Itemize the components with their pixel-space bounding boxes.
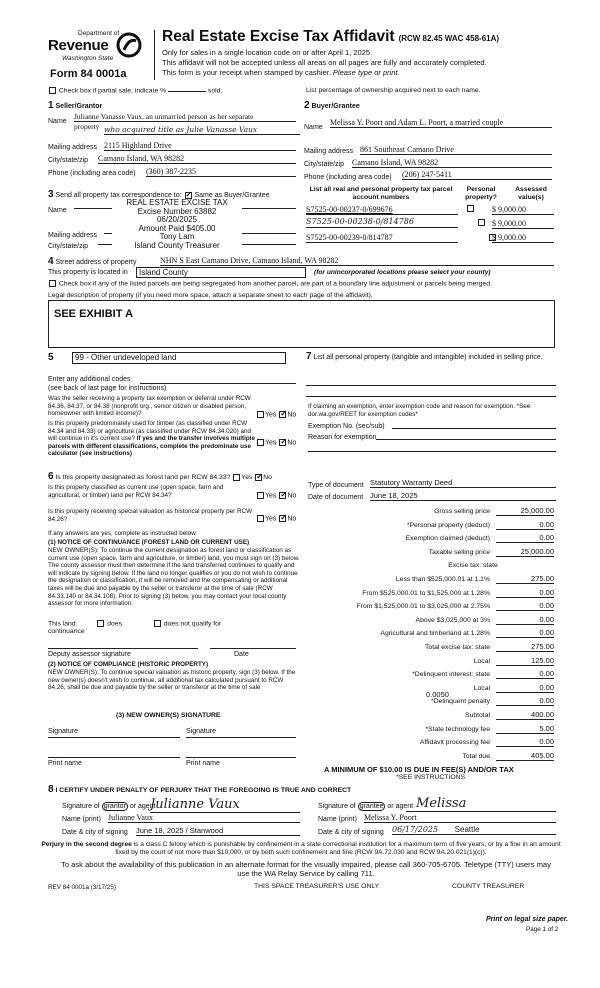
grantor-date-field[interactable]: June 18, 2025 / Stanwood [136, 826, 300, 836]
tax-row-label: *Delinquent interest: state [412, 671, 490, 679]
form-number: Form 84 0001a [50, 68, 127, 80]
sig-of-label: Signature of [318, 803, 356, 810]
tax-row-label: Less than $525,000.01 at 1.1% [395, 576, 490, 583]
timber-question-text: Is this property predominately used for timber (as classified under RCW 84.34 and 84.33) or agriculture (as classified under RCW 84.34.020) and will continue in it's current use? [48, 420, 252, 443]
reason-field[interactable] [308, 451, 556, 452]
personal-property-checkbox[interactable] [467, 205, 474, 212]
section8-heading [48, 784, 351, 795]
buyer-name-label: Name [304, 124, 323, 131]
tax-row-label: Exemption claimed (deduct) [405, 535, 490, 543]
buyer-city-label: City/state/zip [304, 161, 345, 168]
grantor-signature-field[interactable]: Julianne Vaux [150, 797, 300, 813]
perjury-notice [36, 841, 566, 857]
buyer-mailing-field[interactable]: 861 Southeast Camano Drive [360, 145, 552, 155]
county-treasurer-label: COUNTY TREASURER [452, 883, 525, 890]
tax-row-label: Gross selling price [434, 508, 490, 515]
see-instructions: *SEE INSTRUCTIONS [396, 774, 466, 781]
tax-row-value[interactable]: 25,000.00 [496, 506, 554, 516]
buyer-phone-label: Phone (including area code) [304, 174, 392, 181]
section6-num: 6 [48, 471, 54, 482]
parcel-number[interactable]: S7525-00-00239-0/814787 [306, 233, 458, 243]
timber-question [48, 420, 258, 458]
tax-row-label: Above $3,025,000 at 3% [415, 616, 490, 624]
tax-row-value[interactable]: 25,000.00 [496, 547, 554, 557]
no-label: No [287, 492, 297, 500]
dept-logo [48, 30, 148, 68]
grantee-date-field[interactable] [392, 825, 556, 835]
grantee-circled: grantee [359, 803, 384, 810]
tax-row-value[interactable]: 125.00 [496, 656, 554, 666]
does-label: does [107, 620, 122, 628]
header-divider [154, 30, 155, 80]
deputy-date-field[interactable] [210, 648, 296, 649]
tax-row-value[interactable]: 0.00 [496, 520, 554, 530]
assessed-col-header: Assessed value(s) [515, 186, 547, 201]
signature-label: Signature [48, 728, 78, 735]
stamp-line: Island County Treasurer [134, 240, 220, 250]
legal-paper-note: Print on legal size paper. [486, 916, 569, 923]
continuance-label: continuance [48, 628, 85, 635]
no-label: No [287, 411, 297, 419]
tax-row-value[interactable]: 405.00 [496, 751, 554, 761]
same-as-buyer-label: Same as Buyer/Grantee [194, 192, 270, 199]
grantee-name-field[interactable]: Melissa Y. Poort [364, 813, 556, 823]
form-title: Real Estate Excise Tax Affidavit [162, 28, 395, 45]
deputy-signature-field[interactable] [48, 648, 198, 649]
tax-row-label: Taxable selling price [428, 548, 490, 556]
sig-of-label: Signature of [62, 803, 100, 810]
does-not-label: does not qualify for [163, 620, 222, 628]
new-owner-sig-title: (3) NEW OWNER(S) SIGNATURE [116, 712, 221, 719]
no-label: No [263, 474, 272, 481]
additional-codes-note: (see back of last page for instructions) [48, 385, 167, 392]
exemption-no-field[interactable] [392, 428, 556, 429]
stamp-line: Amount Paid $405.00 [138, 223, 216, 233]
tax-row-label: *Personal property (deduct) [406, 521, 490, 529]
treasurer-use-label: THIS SPACE TREASURER'S USE ONLY [254, 883, 380, 890]
doc-type-field[interactable]: Statutory Warranty Deed [370, 478, 556, 488]
grantee-signature-field[interactable]: Melissa [406, 796, 556, 812]
section3-num: 3 [48, 189, 54, 200]
additional-codes-label: Enter any additional codes [48, 376, 131, 383]
tax-row-value[interactable]: 0.00 [496, 615, 554, 625]
seller-num: 1 [48, 100, 54, 111]
partial-sale-sold: sold. [207, 87, 223, 95]
tax-row-value[interactable]: 0.00 [496, 533, 554, 543]
print-name-label: Print name [48, 760, 82, 767]
forest-question-row [48, 471, 272, 482]
header-note-1: Only for sales in a single location code on or after April 1, 2025. [162, 48, 373, 57]
grantor-name-label: Name (print) [62, 816, 101, 823]
historic-question: Is this property receiving special valuation as historical property per RCW 84.26? [48, 508, 253, 523]
form-title-ref: (RCW 82.45 WAC 458-61A) [398, 34, 500, 43]
buyer-phone-field[interactable]: (206) 247-5411 [402, 170, 552, 180]
dept-state: Washington State [62, 55, 114, 62]
buyer-title: Buyer/Grantee [311, 103, 360, 110]
reason-label: Reason for exemption [308, 434, 377, 441]
tax-row-value[interactable]: 275.00 [496, 642, 554, 652]
stamp-line: 06/20/2025 [156, 215, 198, 225]
parcel-number[interactable]: S7525-00-00238-0/814786 [306, 217, 458, 228]
owner-signature-field[interactable] [186, 737, 296, 738]
header-note-3: This form is your receipt when stamped by cashier. [162, 68, 331, 77]
buyer-mailing-label: Mailing address [304, 148, 354, 155]
section4-num: 4 [48, 256, 54, 267]
tax-row-value[interactable]: 0.00 [496, 588, 554, 598]
personal-property-field[interactable] [306, 385, 556, 386]
tax-row-label: Local [473, 684, 490, 692]
partial-sale-label: Check box if partial sale, indicate % [58, 87, 167, 95]
dept-name: Revenue [48, 37, 109, 54]
parcel-number[interactable]: S7525-00-00237-0/699676 [306, 205, 458, 215]
notice2-text: NEW OWNER(S): To continue special valuation as historic property, sign (3) below. If the new owner(s) doesn't wish to continue, all additional tax calculated pursuant to RCW 84.26, shall be due and payable by the seller or transferor at the time of sale [48, 669, 296, 692]
buyer-num: 2 [304, 100, 310, 111]
located-note: (for unincorporated locations please select your county) [314, 269, 491, 276]
tax-row-value[interactable]: 400.00 [496, 710, 554, 720]
section3-mailing-label: Mailing address [48, 232, 98, 239]
deputy-label: Deputy assessor signature [48, 651, 131, 658]
owner-print-name-field[interactable] [186, 757, 296, 758]
seller-mailing-field[interactable]: 2115 Highland Drive [104, 141, 296, 151]
yes-label: Yes [241, 474, 253, 481]
assessed-value[interactable]: $ 9,000.00 [492, 205, 554, 215]
section7-num: 7 [306, 351, 312, 362]
grantee-date-label: Date & city of signing [318, 829, 384, 836]
section3-name-field[interactable] [74, 208, 112, 209]
exemption-no-label: Exemption No. (sec/sub) [308, 423, 385, 430]
form-title-row [162, 28, 499, 46]
grantee-date-value: 06/17/2025 [392, 825, 439, 834]
reason-field[interactable] [376, 439, 556, 440]
personal-property-checkbox[interactable] [478, 219, 485, 226]
exemption-yes-no [256, 411, 296, 418]
no-label: No [287, 515, 297, 523]
tax-row-value[interactable]: 0.00 [496, 601, 554, 611]
personal-col-header: Personal property? [465, 186, 497, 201]
grantor-date-label: Date & city of signing [62, 829, 128, 836]
current-use-no-checkbox[interactable] [279, 492, 286, 499]
revenue-logo-icon [116, 32, 142, 58]
segregated-row [48, 280, 492, 287]
ownership-note: List percentage of ownership acquired next to each name. [306, 87, 481, 94]
seller-name-field[interactable]: Julianne Vanasse Vaux, an unmarried person as her separate [74, 112, 296, 122]
personal-property-field[interactable] [306, 396, 556, 397]
street-label: Street address of property [55, 259, 137, 266]
located-label: This property is located in [48, 269, 128, 276]
section3-mailing-field-tail [242, 233, 296, 234]
section3-city-field-tail [242, 244, 296, 245]
print-name-label: Print name [186, 760, 220, 767]
legal-description-field[interactable] [48, 300, 555, 348]
segregated-label: Check box if any of the listed parcels are being segregated from another parcel, are part of a boundary line adjustment or parcels being merged. [58, 280, 492, 288]
current-use-question: Is this property classified as current use (open space, farm and agricultural, or timber) land per RCW 84.34? [48, 484, 224, 499]
grantor-circled: grantor [103, 803, 126, 810]
dept-of-label: Department of [78, 30, 120, 37]
does-not-checkbox[interactable] [154, 620, 161, 627]
tax-row-value[interactable]: 0.00 [496, 683, 554, 693]
doc-type-label: Type of document [308, 482, 364, 489]
assessed-value[interactable]: $ 9,000.00 [492, 219, 554, 229]
tax-row-label: Excise tax: state [448, 562, 498, 570]
accessibility-notice: To ask about the availability of this publication in an alternate format for the visually impaired, please call 360-705-6705. Teletype (TTY) users may use the WA Relay Service by calling 711. [61, 860, 551, 878]
tax-row-label: Total due [462, 752, 490, 760]
tax-row-label: Subtotal [465, 712, 490, 719]
header-note-3-row [162, 68, 400, 77]
section3-city-field[interactable] [98, 244, 112, 245]
tax-row-label: Total excise tax: state [425, 644, 490, 651]
partial-sale-percent-field[interactable] [168, 91, 206, 92]
exemption-yes-checkbox[interactable] [257, 411, 264, 418]
exemption-question: Was the seller receiving a property tax exemption or deferral under RCW 84.36, 84.37, or 84.38 (nonprofit org., senior citizen or disabled person, homeowner with limited income)? [48, 395, 251, 418]
deputy-date-label: Date [234, 651, 249, 658]
seller-name-field-2: property [74, 122, 100, 131]
stamp-line: Tony Lam [159, 232, 195, 242]
claim-exemption-text: If claiming an exemption, enter exemption code and reason for exemption. *See dor.wa.gov/REET for exemption codes* [308, 403, 531, 418]
header-note-2: This affidavit will not be accepted unless all areas on all pages are fully and accurately completed. [162, 58, 487, 67]
tax-row-label: Agricultural and timberland at 1.28% [380, 630, 490, 638]
treasurer-stamp [112, 199, 242, 251]
this-land-label: This land: [48, 620, 78, 628]
buyer-name-field[interactable]: Melissa Y. Poort and Adam L. Poort, a married couple [330, 118, 552, 128]
instruct-text: If any answers are yes, complete as instructed below. [48, 530, 198, 537]
minimum-due-text: A MINIMUM OF $10.00 IS DUE IN FEE(S) AND/OR TAX [324, 765, 514, 774]
grantee-sig-label [318, 803, 413, 810]
section3-mailing-field[interactable] [104, 233, 112, 234]
tax-row-label: Affidavit processing fee [419, 739, 490, 747]
section7-title: List all personal property (tangible and intangible) included in selling price. [313, 354, 543, 361]
notice1-text: NEW OWNER(S): To continue the current designation as forest land or classification as current use (open space, farm and agriculture, or timber) land, you must sign on (3) below. The county assessor must then determine if the land transferred continues to qualify and will indicate by signing below. If the land no longer qualifies or you do not wish to continue the designation or classification, it will be removed and the compensating or additional taxes will be due and payable by the seller or transferor at the time of sale (RCW 84.33.140 or 84.34.108). Prior to signing (3) below, you may contact your local county assessor for more information. [48, 547, 300, 608]
section5-num: 5 [48, 352, 54, 363]
perjury-text: is a class C felony which is punishable by confinement in a state correctional institution for a maximum term of five years, or by a fine in an amount fixed by the court of not more than $10,000, or by both such confinement and fine (RCW 9A.72.030 and RCW 9A.20.021(1)(c)). [115, 841, 561, 856]
timber-no-checkbox[interactable] [279, 439, 286, 446]
timber-yes-no [256, 439, 296, 446]
yes-label: Yes [265, 492, 277, 500]
seller-mailing-label: Mailing address [48, 144, 98, 151]
section4-street-row [48, 256, 136, 267]
owner-signature-field[interactable] [48, 737, 180, 738]
buyer-heading [304, 100, 360, 111]
yes-label: Yes [265, 439, 277, 447]
tax-row-value[interactable]: 0.00 [496, 737, 554, 747]
tax-row-label: From $525,000.01 to $1,525,000 at 1.28% [362, 589, 490, 597]
legal-label: Legal description of property (if you need more space, attach a separate sheet to each page of the affidavit). [48, 292, 373, 299]
page-number: Page 1 of 2 [526, 926, 559, 933]
section3-title: Send all property tax correspondence to: [55, 192, 182, 199]
section3-city-label: City/state/zip [48, 243, 89, 250]
historic-no-checkbox[interactable] [279, 515, 286, 522]
tax-row-value[interactable]: 5.00 [496, 724, 554, 734]
tax-row-label: *Delinquent penalty [431, 698, 490, 706]
seller-name-label: Name [48, 118, 67, 125]
additional-codes-field[interactable] [140, 376, 296, 384]
does-checkbox[interactable] [97, 620, 104, 627]
grantee-name-label: Name (print) [318, 816, 357, 823]
grantee-city-value: Seattle [454, 825, 480, 834]
notice2-title: (2) NOTICE OF COMPLIANCE (HISTORIC PROPERTY) [48, 661, 209, 668]
parcel-col-header: List all real and personal property tax parcel account numbers [309, 186, 453, 201]
section3-name-field-tail [242, 208, 296, 209]
qualify-row [48, 620, 221, 627]
exemption-no-checkbox[interactable] [279, 411, 286, 418]
forest-question: Is this property designated as forest land per RCW 84.33? [55, 474, 231, 481]
header-note-3-italic: Please type or print. [332, 68, 400, 77]
tax-row-value[interactable]: 0.00 [496, 696, 554, 706]
forest-yes-checkbox[interactable] [233, 474, 240, 481]
perjury-bold: Perjury in the second degree [41, 841, 132, 848]
historic-yes-no [256, 515, 296, 522]
seller-handwritten-note: who acquired title as Julie Vanasse Vaux [104, 125, 300, 135]
local-rate: 0.0050 [426, 690, 449, 699]
buyer-city-field[interactable]: Camano Island, WA 98282 [352, 158, 552, 168]
timber-question-bold: If yes and the transfer involves multiple parcels with different classifications, complete the predominate use calculator (see instructions) [48, 435, 255, 458]
county-select[interactable]: Island County [136, 267, 306, 278]
seller-city-label: City/state/zip [48, 157, 89, 164]
notice1-title: (1) NOTICE OF CONTINUANCE (FOREST LAND OR CURRENT USE) [48, 539, 250, 546]
seller-title: Seller/Grantor [55, 103, 103, 110]
forest-no-checkbox[interactable] [255, 474, 262, 481]
section7-heading [306, 352, 556, 363]
seller-city-field[interactable]: Camano Island, WA 98282 [98, 154, 296, 164]
stamp-line: Excise Number 63882 [137, 206, 217, 216]
land-use-select[interactable]: 99 - Other undeveloped land [72, 352, 286, 364]
owner-print-name-field[interactable] [48, 757, 180, 758]
partial-sale-checkbox[interactable] [49, 87, 56, 94]
seller-phone-field[interactable]: (360) 387-2235 [146, 167, 296, 177]
grantor-sig-label [62, 803, 156, 810]
yes-label: Yes [265, 411, 277, 419]
tax-row-value[interactable]: 0.00 [496, 628, 554, 638]
stamp-line: REAL ESTATE EXCISE TAX [126, 198, 228, 207]
segregated-checkbox[interactable] [49, 280, 56, 287]
timber-yes-checkbox[interactable] [257, 439, 264, 446]
assessed-value[interactable]: $ 9,000.00 [492, 233, 554, 243]
no-label: No [287, 439, 297, 447]
street-address-field[interactable]: NHN S East Camano Drive, Camano Island, WA 98282 [160, 256, 554, 266]
tax-row-value[interactable]: 0.00 [496, 669, 554, 679]
revision-label: REV 84 0001a (3/17/25) [48, 884, 116, 891]
tax-row-label: Local [473, 657, 490, 665]
section8-title: I CERTIFY UNDER PENALTY OF PERJURY THAT THE FOREGOING IS TRUE AND CORRECT [55, 787, 352, 794]
partial-sale-row [48, 87, 222, 94]
legal-description-value: SEE EXHIBIT A [54, 308, 134, 320]
grantor-name-field[interactable]: Julianne Vaux [108, 813, 300, 823]
yes-label: Yes [265, 515, 277, 523]
section3-name-label: Name [48, 207, 67, 214]
current-use-yes-no [256, 492, 296, 499]
tax-row-value[interactable]: 275.00 [496, 574, 554, 584]
doc-date-label: Date of document [308, 494, 364, 501]
doc-date-field[interactable]: June 18, 2025 [370, 491, 556, 501]
historic-yes-checkbox[interactable] [257, 515, 264, 522]
current-use-yes-checkbox[interactable] [257, 492, 264, 499]
or-agent-label: or agent [129, 803, 156, 810]
signature-label: Signature [186, 728, 216, 735]
or-agent-label: or agent [387, 803, 414, 810]
seller-phone-label: Phone (including area code) [48, 170, 136, 177]
tax-row-label: From $1,525,000.01 to $3,025,000 at 2.75% [356, 603, 490, 611]
section8-num: 8 [48, 784, 54, 795]
seller-heading [48, 100, 102, 111]
tax-row-label: *State technology fee [425, 725, 490, 733]
